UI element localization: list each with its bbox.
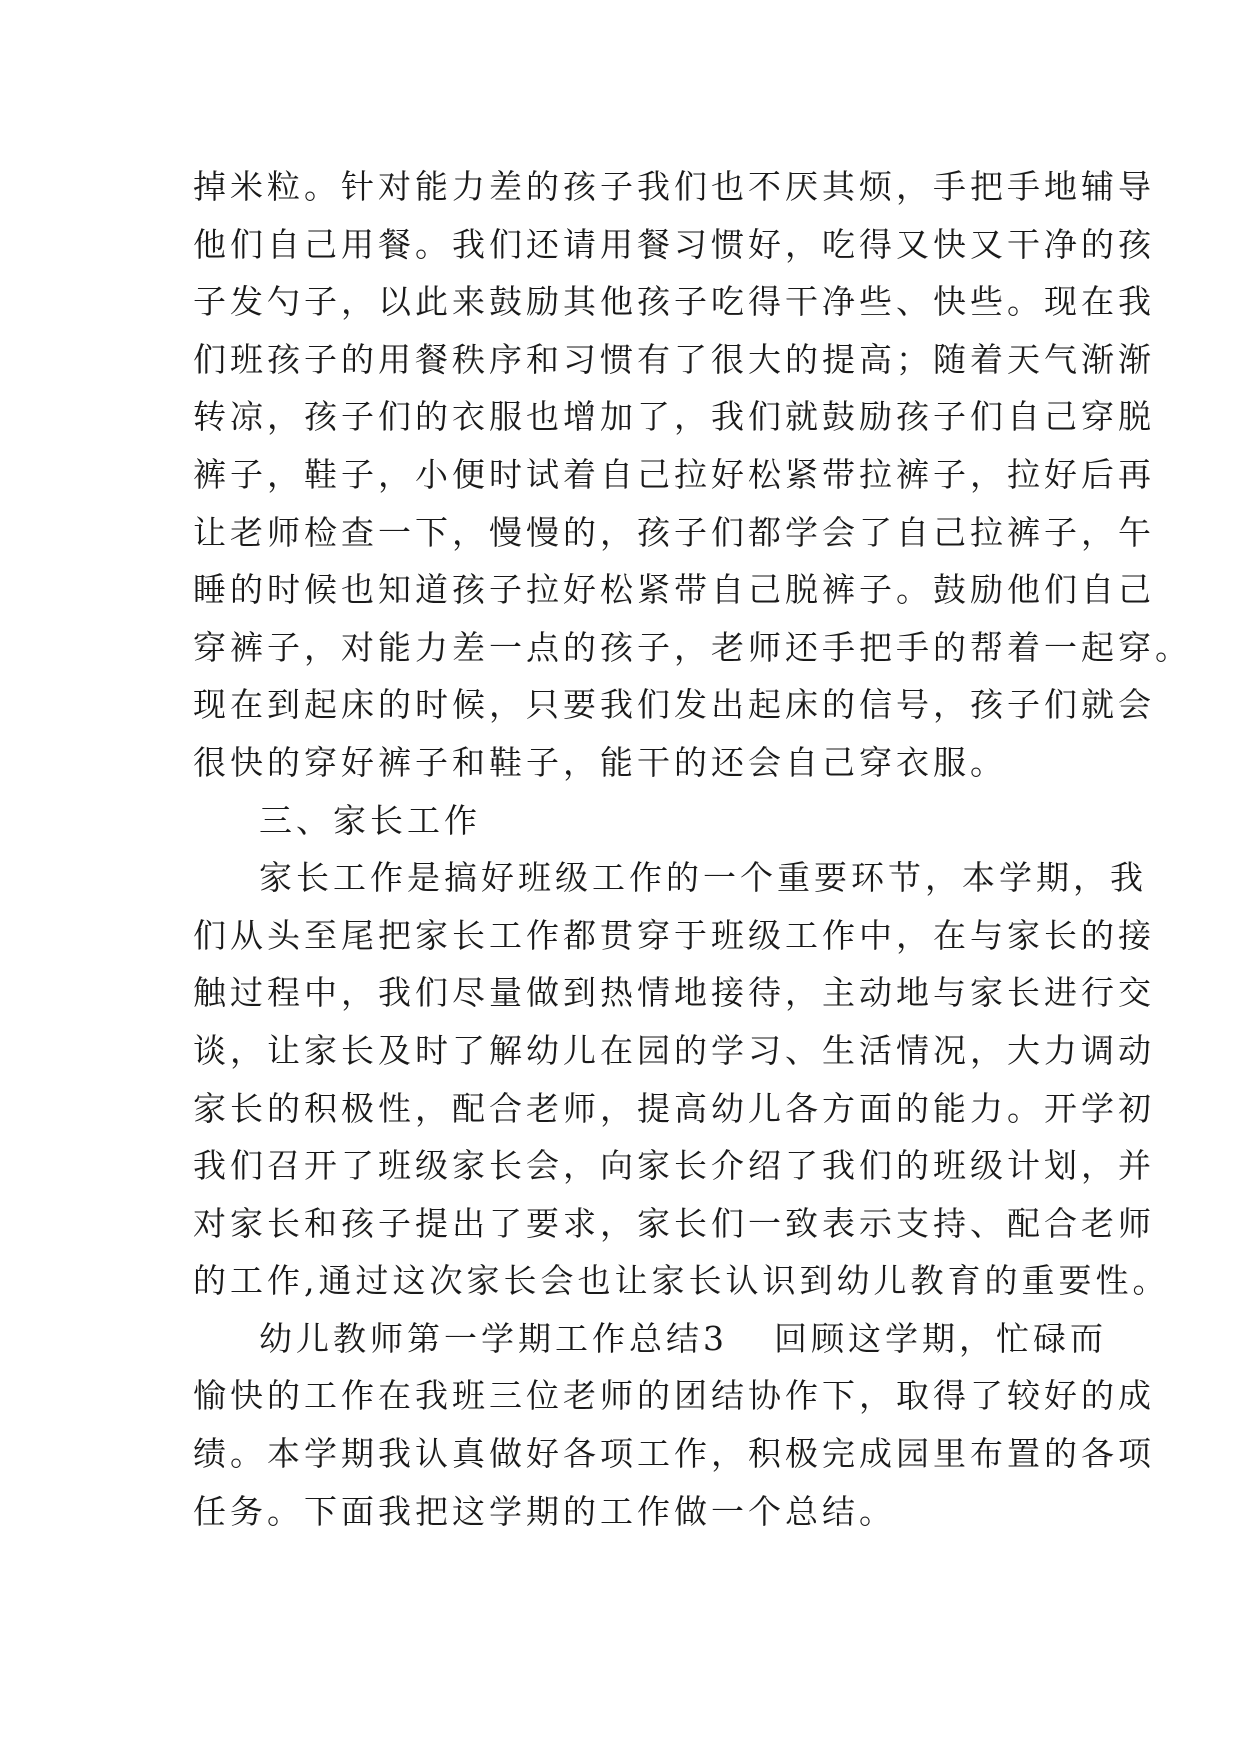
text-line: 很快的穿好裤子和鞋子，能干的还会自己穿衣服。 — [193, 742, 1007, 782]
text-line: 睡的时候也知道孩子拉好松紧带自己脱裤子。鼓励他们自己 — [193, 570, 1155, 610]
text-line: 让老师检查一下，慢慢的，孩子们都学会了自己拉裤子，午 — [193, 512, 1155, 552]
text-line: 触过程中，我们尽量做到热情地接待，主动地与家长进行交 — [193, 973, 1155, 1013]
text-line: 裤子，鞋子，小便时试着自己拉好松紧带拉裤子，拉好后再 — [193, 454, 1155, 494]
paragraph-first-line: 回顾这学期，忙碌而 — [774, 1318, 1107, 1358]
text-line: 现在到起床的时候，只要我们发出起床的信号，孩子们就会 — [193, 685, 1155, 725]
text-line: 家长的积极性，配合老师，提高幼儿各方面的能力。开学初 — [193, 1088, 1155, 1128]
text-line: 任务。下面我把这学期的工作做一个总结。 — [193, 1491, 896, 1531]
text-line: 穿裤子，对能力差一点的孩子，老师还手把手的帮着一起穿。 — [193, 627, 1192, 667]
text-line: 们从头至尾把家长工作都贯穿于班级工作中，在与家长的接 — [193, 915, 1155, 955]
text-line: 他们自己用餐。我们还请用餐习惯好，吃得又快又干净的孩 — [193, 224, 1155, 264]
text-line: 绩。本学期我认真做好各项工作，积极完成园里布置的各项 — [193, 1434, 1155, 1474]
paragraph-first-line: 家长工作是搞好班级工作的一个重要环节，本学期，我 — [259, 858, 1147, 898]
text-line: 我们召开了班级家长会，向家长介绍了我们的班级计划，并 — [193, 1146, 1155, 1186]
text-line: 掉米粒。针对能力差的孩子我们也不厌其烦，手把手地辅导 — [193, 167, 1155, 206]
document-body — [193, 158, 1192, 1540]
article-title-line — [193, 1310, 1107, 1368]
text-line: 们班孩子的用餐秩序和习惯有了很大的提高；随着天气渐渐 — [193, 339, 1155, 379]
article-title: 幼儿教师第一学期工作总结3 — [259, 1318, 728, 1358]
text-line: 愉快的工作在我班三位老师的团结协作下，取得了较好的成 — [193, 1376, 1155, 1416]
section-heading: 三、家长工作 — [259, 800, 481, 840]
text-line: 对家长和孩子提出了要求，家长们一致表示支持、配合老师 — [193, 1203, 1155, 1243]
text-line: 子发勺子，以此来鼓励其他孩子吃得干净些、快些。现在我 — [193, 282, 1155, 322]
text-line: 谈，让家长及时了解幼儿在园的学习、生活情况，大力调动 — [193, 1030, 1155, 1070]
text-line: 转凉，孩子们的衣服也增加了，我们就鼓励孩子们自己穿脱 — [193, 397, 1155, 437]
text-line: 的工作,通过这次家长会也让家长认识到幼儿教育的重要性。 — [193, 1261, 1170, 1301]
